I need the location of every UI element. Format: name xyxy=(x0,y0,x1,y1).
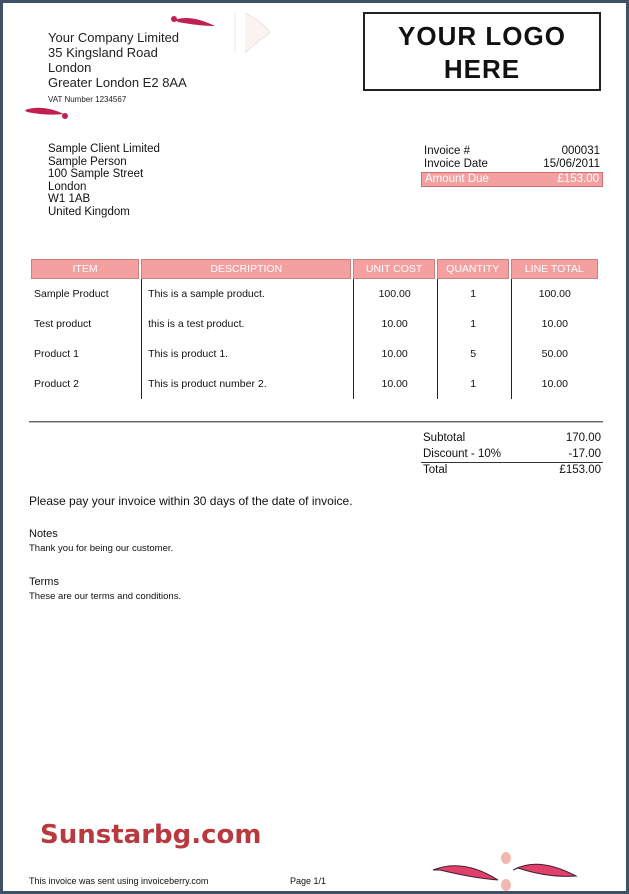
totals xyxy=(421,431,603,479)
logo-text: YOUR LOGO xyxy=(398,21,566,51)
column-header: LINE TOTAL xyxy=(511,259,598,279)
table-cell: 5 xyxy=(437,339,509,369)
table-cell: 1 xyxy=(437,369,509,399)
flower-decoration-icon xyxy=(225,8,275,58)
table-cell: 50.00 xyxy=(511,339,598,369)
notes-text: Thank you for being our customer. xyxy=(29,543,174,554)
table-cell: 10.00 xyxy=(353,309,434,339)
invoice-date: 15/06/2011 xyxy=(543,158,600,170)
invoice-number-label: Invoice # xyxy=(424,145,471,157)
decorative-swirl-icon xyxy=(170,12,220,32)
subtotal: 170.00 xyxy=(565,432,601,444)
client-line: United Kingdom xyxy=(48,205,130,218)
divider xyxy=(29,421,603,423)
table-row xyxy=(31,369,598,399)
line-items-table xyxy=(29,259,600,399)
amount-due-row xyxy=(421,172,603,187)
table-cell: Product 1 xyxy=(34,348,79,360)
table-row xyxy=(31,339,598,369)
table-cell: 10.00 xyxy=(353,339,434,369)
client-line: Sample Person xyxy=(48,155,127,168)
company-name: Your Company Limited xyxy=(48,30,180,45)
terms-section xyxy=(29,576,181,602)
footer-sent-text: This invoice was sent using invoiceberry.com xyxy=(29,876,209,886)
subtotal-label: Subtotal xyxy=(423,432,466,444)
invoice-number: 000031 xyxy=(561,145,600,157)
company-address-line: 35 Kingsland Road xyxy=(48,45,158,60)
notes-title: Notes xyxy=(29,528,58,540)
watermark: Sunstarbg.com xyxy=(40,820,262,850)
table-cell: Product 2 xyxy=(34,378,79,390)
invoice-meta xyxy=(421,145,603,187)
client-line: 100 Sample Street xyxy=(48,168,144,180)
table-cell: Test product xyxy=(34,318,92,330)
column-header: ITEM xyxy=(31,259,139,279)
column-header: QUANTITY xyxy=(437,259,509,279)
table-cell: 10.00 xyxy=(511,369,598,399)
table-row xyxy=(31,279,598,309)
table-cell: 10.00 xyxy=(511,309,598,339)
payment-instructions: Please pay your invoice within 30 days of the date of invoice. xyxy=(29,494,353,508)
table-cell: 10.00 xyxy=(353,369,434,399)
table-cell: This is product 1. xyxy=(141,339,351,369)
logo-placeholder xyxy=(363,12,601,91)
client-line: London xyxy=(48,180,87,193)
total-label: Total xyxy=(423,464,448,476)
client-address xyxy=(48,143,160,218)
amount-due: £153.00 xyxy=(557,173,599,185)
terms-title: Terms xyxy=(29,576,59,588)
decorative-swirl-icon xyxy=(428,848,588,892)
notes-section xyxy=(29,528,173,554)
column-header: UNIT COST xyxy=(353,259,434,279)
client-line: W1 1AB xyxy=(48,193,91,205)
company-address xyxy=(48,30,187,107)
table-cell: this is a test product. xyxy=(141,309,351,339)
amount-due-label: Amount Due xyxy=(425,173,489,185)
table-cell: 100.00 xyxy=(353,279,434,309)
invoice-date-label: Invoice Date xyxy=(424,158,488,170)
column-header: DESCRIPTION xyxy=(141,259,351,279)
table-cell: This is a sample product. xyxy=(141,279,351,309)
table-cell: 1 xyxy=(437,309,509,339)
discount-label: Discount - 10% xyxy=(423,447,501,460)
discount: -17.00 xyxy=(568,447,601,460)
table-cell: Sample Product xyxy=(34,288,109,300)
table-cell: 100.00 xyxy=(511,279,598,309)
total: £153.00 xyxy=(559,464,601,476)
company-address-line: London xyxy=(48,60,92,75)
table-cell: 1 xyxy=(437,279,509,309)
table-cell: This is product number 2. xyxy=(141,369,351,399)
client-line: Sample Client Limited xyxy=(48,143,160,155)
vat-number: VAT Number 1234567 xyxy=(48,95,127,104)
page-number: Page 1/1 xyxy=(290,876,327,886)
company-address-line: Greater London E2 8AA xyxy=(48,75,187,90)
terms-text: These are our terms and conditions. xyxy=(29,591,182,602)
logo-text: HERE xyxy=(443,54,521,84)
table-row xyxy=(31,309,598,339)
